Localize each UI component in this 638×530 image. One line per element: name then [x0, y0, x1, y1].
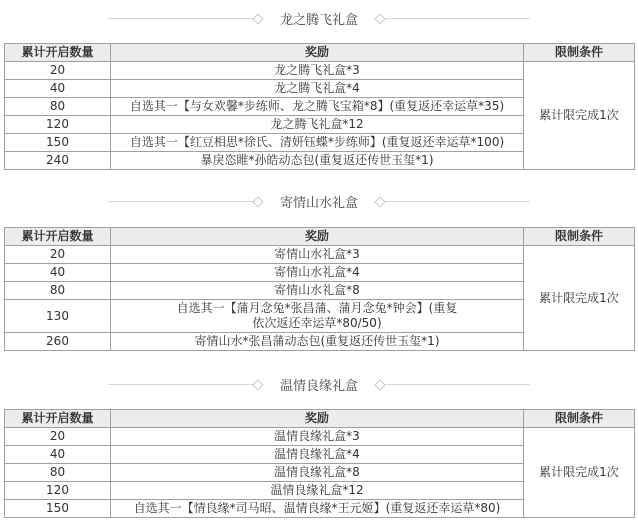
section-title-1: [0, 7, 638, 29]
divider-line: [380, 201, 530, 202]
divider-line: [380, 384, 530, 385]
header-limit: 限制条件: [524, 410, 635, 428]
cell-count: 80: [5, 464, 111, 482]
cell-reward: 自选其一【与女欢馨*步练师、龙之腾飞宝箱*8】(重复返还幸运草*35): [111, 98, 524, 116]
cell-count: 40: [5, 446, 111, 464]
cell-count: 150: [5, 500, 111, 518]
cell-reward: 寄情山水礼盒*3: [111, 246, 524, 264]
cell-count: 80: [5, 282, 111, 300]
cell-reward: 自选其一【蒲月念兔*张昌蒲、蒲月念兔*钟会】(重复依次返还幸运草*80/50): [111, 300, 524, 333]
section-heading: 龙之腾飞礼盒: [279, 12, 358, 28]
cell-count: 20: [5, 246, 111, 264]
reward-table-3: [4, 409, 635, 518]
divider-line: [108, 18, 258, 19]
table-row: [5, 62, 635, 80]
cell-reward: 温情良缘礼盒*3: [111, 428, 524, 446]
cell-count: 40: [5, 264, 111, 282]
cell-count: 260: [5, 333, 111, 351]
cell-count: 150: [5, 134, 111, 152]
divider-line: [380, 18, 530, 19]
table-header-row: [5, 44, 635, 62]
section-title-3: [0, 373, 638, 395]
header-count: 累计开启数量: [5, 44, 111, 62]
cell-reward: 温情良缘礼盒*8: [111, 464, 524, 482]
header-reward: 奖励: [111, 44, 524, 62]
cell-reward: 龙之腾飞礼盒*3: [111, 62, 524, 80]
header-reward: 奖励: [111, 228, 524, 246]
cell-count: 20: [5, 62, 111, 80]
section-heading: 寄情山水礼盒: [279, 195, 358, 211]
cell-reward: 龙之腾飞礼盒*12: [111, 116, 524, 134]
header-limit: 限制条件: [524, 44, 635, 62]
header-count: 累计开启数量: [5, 228, 111, 246]
cell-reward: 寄情山水礼盒*4: [111, 264, 524, 282]
cell-reward: 寄情山水礼盒*8: [111, 282, 524, 300]
divider-line: [108, 384, 258, 385]
cell-count: 80: [5, 98, 111, 116]
table-header-row: [5, 228, 635, 246]
cell-reward: 自选其一【情良缘*司马昭、温情良缘*王元姬】(重复返还幸运草*80): [111, 500, 524, 518]
cell-count: 120: [5, 482, 111, 500]
header-count: 累计开启数量: [5, 410, 111, 428]
cell-count: 240: [5, 152, 111, 170]
header-reward: 奖励: [111, 410, 524, 428]
section-title-2: [0, 190, 638, 212]
table-row: [5, 246, 635, 264]
reward-table-1: [4, 43, 635, 170]
cell-reward: 温情良缘礼盒*12: [111, 482, 524, 500]
cell-count: 20: [5, 428, 111, 446]
divider-line: [108, 201, 258, 202]
cell-limit: 累计限完成1次: [524, 428, 635, 518]
cell-limit: 累计限完成1次: [524, 62, 635, 170]
cell-reward: 自选其一【红豆相思*徐氏、清妍钰蝶*步练师】(重复返还幸运草*100): [111, 134, 524, 152]
cell-reward: 暴戾恣睢*孙皓动态包(重复返还传世玉玺*1): [111, 152, 524, 170]
cell-reward: 寄情山水*张昌蒲动态包(重复返还传世玉玺*1): [111, 333, 524, 351]
cell-limit: 累计限完成1次: [524, 246, 635, 351]
table-row: [5, 428, 635, 446]
section-heading: 温情良缘礼盒: [279, 378, 358, 394]
cell-count: 120: [5, 116, 111, 134]
cell-reward: 温情良缘礼盒*4: [111, 446, 524, 464]
header-limit: 限制条件: [524, 228, 635, 246]
table-header-row: [5, 410, 635, 428]
cell-reward: 龙之腾飞礼盒*4: [111, 80, 524, 98]
cell-count: 40: [5, 80, 111, 98]
reward-table-2: [4, 227, 635, 351]
cell-count: 130: [5, 300, 111, 333]
